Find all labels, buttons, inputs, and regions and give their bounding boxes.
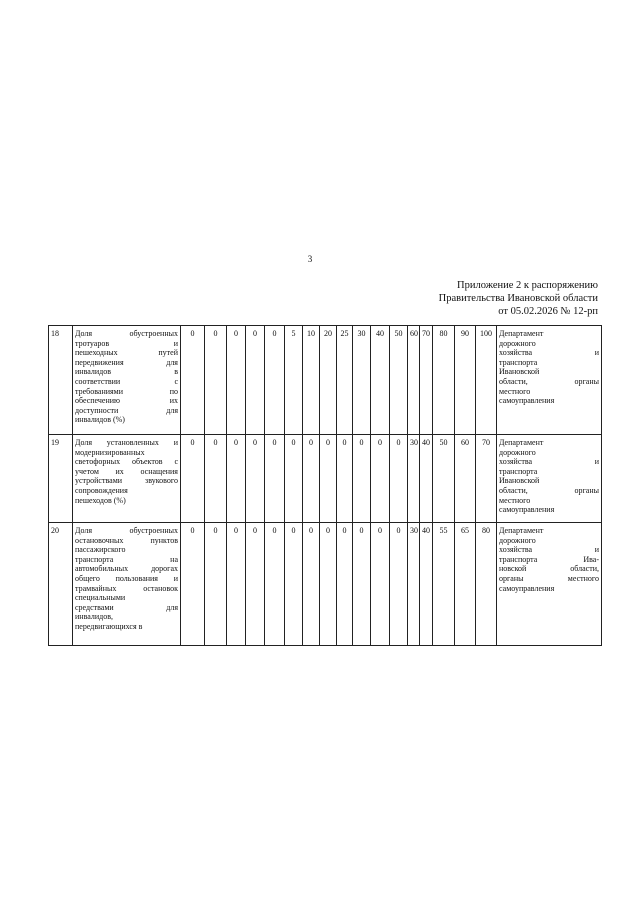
indicator-name-line: остановочных пунктов xyxy=(75,535,178,545)
executor-line: дорожного xyxy=(499,535,536,545)
year-value: 0 xyxy=(181,326,205,435)
year-value: 65 xyxy=(455,523,476,646)
year-value: 0 xyxy=(337,523,353,646)
indicator-name xyxy=(73,523,181,646)
table-row xyxy=(49,435,602,523)
indicator-name-line: модернизированных xyxy=(75,447,145,457)
appendix-line-1: Приложение 2 к распоряжению xyxy=(457,280,598,291)
page-number: 3 xyxy=(307,254,313,264)
year-value: 0 xyxy=(227,326,246,435)
indicator-name-line: транспорта на xyxy=(75,554,178,564)
year-value: 0 xyxy=(337,435,353,523)
indicator-name-line: Доля установленных и xyxy=(75,438,178,447)
year-value: 30 xyxy=(408,435,420,523)
indicator-name-line: тротуаров и xyxy=(75,338,178,348)
year-value: 0 xyxy=(303,435,320,523)
year-value: 40 xyxy=(371,326,390,435)
executor-line: местного xyxy=(499,386,531,396)
appendix-line-3: от 05.02.2026 № 12-рп xyxy=(498,306,598,317)
year-value: 80 xyxy=(476,523,497,646)
indicator-name-line: средствами для xyxy=(75,602,178,612)
year-value: 0 xyxy=(246,435,265,523)
executor-line: хозяйства и xyxy=(499,348,599,358)
executor-line: хозяйства и xyxy=(499,457,599,467)
year-value: 0 xyxy=(390,523,408,646)
indicator-name-line: инвалидов, xyxy=(75,612,113,622)
row-number: 19 xyxy=(49,435,73,523)
year-value: 0 xyxy=(285,435,303,523)
year-value: 50 xyxy=(390,326,408,435)
appendix-heading xyxy=(439,279,598,318)
executor-line: хозяйства и xyxy=(499,545,599,555)
year-value: 10 xyxy=(303,326,320,435)
executor-line: новской области, xyxy=(499,564,599,574)
executor-line: самоуправления xyxy=(499,583,555,593)
executor-line: дорожного xyxy=(499,447,536,457)
executor-line: Департамент xyxy=(499,526,544,535)
indicator-name-line: передвигающихся в xyxy=(75,621,143,631)
indicator-name-line: инвалидов в xyxy=(75,367,178,377)
indicator-name-line: Доля обустроенных xyxy=(75,329,178,338)
year-value: 30 xyxy=(353,326,371,435)
year-value: 70 xyxy=(420,326,433,435)
table-row xyxy=(49,523,602,646)
year-value: 20 xyxy=(320,326,337,435)
year-value: 60 xyxy=(408,326,420,435)
year-value: 0 xyxy=(371,523,390,646)
executor-line: Ивановской xyxy=(499,367,540,377)
indicator-name-line: трамвайных остановок xyxy=(75,583,178,593)
year-value: 5 xyxy=(285,326,303,435)
year-value: 30 xyxy=(408,523,420,646)
year-value: 0 xyxy=(227,435,246,523)
indicator-name-line: светофорных объектов с xyxy=(75,457,178,467)
year-value: 80 xyxy=(433,326,455,435)
indicator-name-line: учетом их оснащения xyxy=(75,466,178,476)
year-value: 70 xyxy=(476,435,497,523)
year-value: 0 xyxy=(390,435,408,523)
year-value: 25 xyxy=(337,326,353,435)
year-value: 0 xyxy=(205,326,227,435)
year-value: 55 xyxy=(433,523,455,646)
year-value: 0 xyxy=(181,523,205,646)
year-value: 0 xyxy=(320,435,337,523)
year-value: 0 xyxy=(265,523,285,646)
executor-line: области, органы xyxy=(499,485,599,495)
year-value: 0 xyxy=(205,435,227,523)
table-row xyxy=(49,326,602,435)
appendix-line-2: Правительства Ивановской области xyxy=(438,293,598,304)
year-value: 0 xyxy=(353,435,371,523)
year-value: 0 xyxy=(320,523,337,646)
year-value: 40 xyxy=(420,523,433,646)
year-value: 0 xyxy=(205,523,227,646)
executor-line: самоуправления xyxy=(499,505,555,515)
row-number: 20 xyxy=(49,523,73,646)
indicator-name-line: общего пользования и xyxy=(75,573,178,583)
year-value: 0 xyxy=(353,523,371,646)
executor-line: самоуправления xyxy=(499,396,555,406)
indicator-name-line: устройствами звукового xyxy=(75,476,178,486)
indicator-name-line: сопровождения xyxy=(75,485,128,495)
indicator-name-line: доступности для xyxy=(75,405,178,415)
executor-line: Ивановской xyxy=(499,476,540,486)
indicator-name-line: соответствии с xyxy=(75,376,178,386)
indicator-name-line: Доля обустроенных xyxy=(75,526,178,535)
indicator-name-line: пассажирского xyxy=(75,545,126,555)
indicator-name xyxy=(73,435,181,523)
executor-line: дорожного xyxy=(499,338,536,348)
year-value: 0 xyxy=(371,435,390,523)
executor-line: Департамент xyxy=(499,438,544,447)
executor-line: транспорта xyxy=(499,466,538,476)
year-value: 0 xyxy=(246,523,265,646)
indicator-name-line: инвалидов (%) xyxy=(75,415,125,425)
year-value: 0 xyxy=(227,523,246,646)
year-value: 0 xyxy=(285,523,303,646)
indicator-name-line: пешеходов (%) xyxy=(75,495,126,505)
year-value: 100 xyxy=(476,326,497,435)
year-value: 0 xyxy=(303,523,320,646)
year-value: 0 xyxy=(265,435,285,523)
executor-line: транспорта xyxy=(499,357,538,367)
indicator-name-line: автомобильных дорогах xyxy=(75,564,178,574)
year-value: 60 xyxy=(455,435,476,523)
indicator-name xyxy=(73,326,181,435)
year-value: 0 xyxy=(265,326,285,435)
indicator-name-line: обеспечению их xyxy=(75,396,178,406)
executor xyxy=(497,523,602,646)
executor-line: Департамент xyxy=(499,329,544,338)
executor-line: органы местного xyxy=(499,573,599,583)
indicator-name-line: передвижения для xyxy=(75,357,178,367)
year-value: 50 xyxy=(433,435,455,523)
year-value: 0 xyxy=(246,326,265,435)
executor xyxy=(497,435,602,523)
year-value: 40 xyxy=(420,435,433,523)
executor-line: области, органы xyxy=(499,376,599,386)
indicator-name-line: пешеходных путей xyxy=(75,348,178,358)
indicator-name-line: специальными xyxy=(75,593,126,603)
executor xyxy=(497,326,602,435)
year-value: 0 xyxy=(181,435,205,523)
year-value: 90 xyxy=(455,326,476,435)
indicator-name-line: требованиями по xyxy=(75,386,178,396)
indicators-table xyxy=(48,325,602,646)
executor-line: транспорта Ива- xyxy=(499,554,599,564)
executor-line: местного xyxy=(499,495,531,505)
row-number: 18 xyxy=(49,326,73,435)
